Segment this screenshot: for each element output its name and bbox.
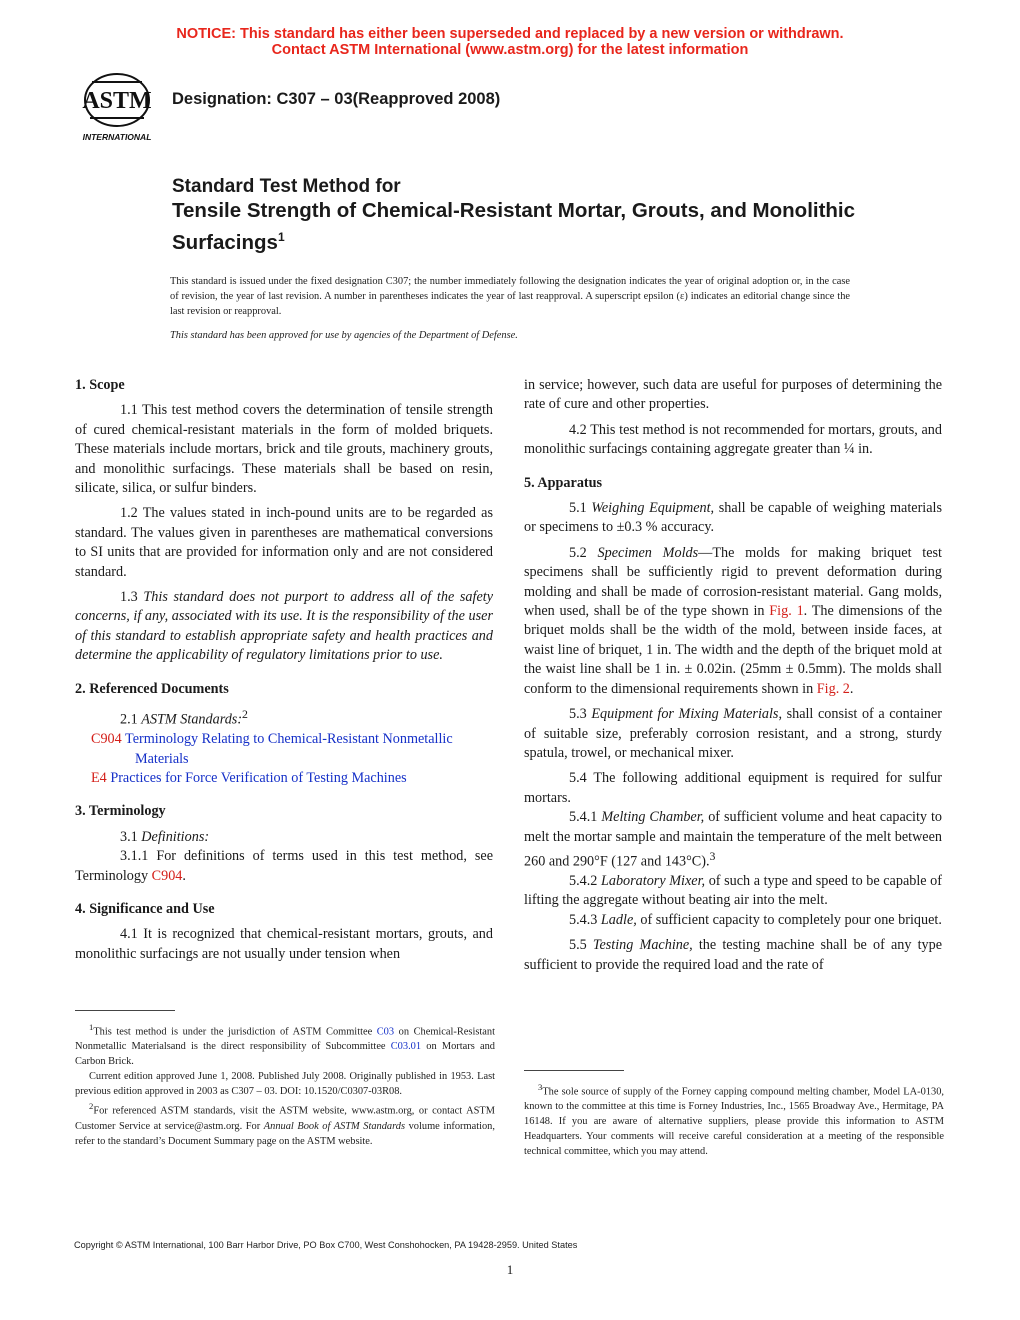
fn1-text-a: This test method is under the jurisdiction of ASTM Committee: [93, 1026, 373, 1038]
para-5-3-term: Equipment for Mixing Materials: [591, 706, 779, 723]
section-4-heading: 4. Significance and Use: [75, 901, 215, 918]
para-5-4-2-num: 5.4.2: [569, 873, 598, 890]
para-5-4-1-sup: 3: [709, 848, 716, 863]
para-5-1-num: 5.1: [569, 500, 587, 517]
link-fig-1[interactable]: Fig. 1: [769, 603, 804, 620]
title-text: Tensile Strength of Chemical-Resistant Mortar, Grouts, and Monolithic Surfacings: [172, 199, 856, 254]
reference-e4[interactable]: [75, 769, 493, 788]
reference-c904[interactable]: [75, 730, 493, 769]
fn1-text-c: on Mortars and Carbon Brick.: [75, 1041, 495, 1068]
para-5-2-text-a: —The molds for making briquet test specimens shall be sufficiently rigid to prevent deformation during molding and shall be made of corrosion-resistant material. Gang molds, when used, shall be of the type shown in: [524, 544, 943, 620]
para-4-1: 4.1 It is recognized that chemical-resistant mortars, grouts, and monolithic surfacings are not usually under tension when: [75, 926, 493, 962]
para-5-4-3-text: of sufficient capacity to completely pour one briquet.: [640, 911, 942, 928]
notice-line-2: Contact ASTM International (www.astm.org) for the latest information: [271, 42, 749, 58]
para-4-1-continued: in service; however, such data are useful for purposes of determining the rate of cure and other properties.: [524, 377, 942, 413]
para-3-1-1-text: 3.1.1 For definitions of terms used in this test method, see Terminology: [75, 848, 493, 884]
para-5-4-1-text: of sufficient volume and heat capacity to melt the mortar sample and maintain the temperature of the melt between 260 and 290°F (127 and 143°C).: [524, 809, 943, 870]
section-5-heading: 5. Apparatus: [524, 474, 603, 491]
para-5-3: [524, 705, 942, 763]
para-2-1-sup: 2: [242, 707, 248, 722]
para-5-4-3-term: Ladle,: [600, 911, 637, 928]
para-1-3-num: 1.3: [120, 589, 138, 606]
logo-text: ASTM: [82, 88, 152, 114]
ref-e4-title[interactable]: Practices for Force Verification of Testing Machines: [110, 770, 407, 787]
para-1-3: [75, 588, 493, 666]
fn2-text-b: volume information, refer to the standard’s Document Summary page on the ASTM website.: [75, 1120, 495, 1147]
fn3-mark: 3: [538, 1082, 543, 1092]
para-5-4-2: [524, 872, 942, 911]
para-5-5-text: the testing machine shall be of any type sufficient to provide the required load and the rate of: [524, 937, 943, 973]
para-5-4-1-num: 5.4.1: [569, 809, 598, 826]
link-fig-2[interactable]: Fig. 2: [816, 680, 850, 697]
para-5-2-num: 5.2: [569, 544, 587, 561]
para-5-3-num: 5.3: [569, 706, 587, 723]
title-main: [172, 198, 872, 256]
para-5-5-num: 5.5: [569, 937, 587, 954]
para-5-3-text: , shall consist of a container of suitable size, preferably corrosion resistant, and a strong, sturdy spatula, trowel, or mechanical mixer.: [524, 706, 943, 761]
para-2-1-text: ASTM Standards:: [141, 711, 243, 728]
notice-line-1: NOTICE: This standard has either been superseded and replaced by a new version or withdrawn.: [176, 26, 844, 42]
footnote-divider-right: [524, 1070, 624, 1071]
link-c03-01[interactable]: C03.01: [390, 1041, 422, 1053]
astm-logo: [72, 70, 162, 144]
footnote-1-edition: Current edition approved June 1, 2008. Published July 2008. Originally published in 1953. Last previous edition approved in 2003 as C307 – 03. DOI: 10.1520/C0307-03R08.: [75, 1071, 495, 1098]
para-3-1-num: 3.1: [120, 828, 138, 845]
approved-note: This standard has been approved for use by agencies of the Department of Defense.: [170, 330, 518, 341]
logo-subtext: INTERNATIONAL: [82, 132, 152, 142]
title-prefix: Standard Test Method for: [172, 176, 401, 197]
para-4-2: 4.2 This test method is not recommended for mortars, grouts, and monolithic surfacings containing aggregate greater than ¼ in.: [524, 421, 942, 458]
para-5-2: 5.2 Specimen Molds—The molds for making briquet test specimens shall be sufficiently rigid to prevent deformation during molding and shall be made of corrosion-resistant material. Gang molds, when used, shall be of the type shown in Fig. 1. The dimensions of the briquet molds shall be the width of the mold, between inside faces, at waist line of briquet, 1 in. The width and the depth of the briquet mold at the waist line shall be 1 in. ± 0.02in. (25mm ± 0.5mm). The molds shall conform to the dimensional requirements shown in Fig. 2.: [524, 544, 943, 697]
footnotes-left: [75, 1020, 495, 1149]
para-2-1-num: 2.1: [120, 711, 138, 728]
para-5-4-2-text: of such a type and speed to be capable of lifting the aggregate without beating air into the melt.: [524, 873, 942, 909]
footnote-3: [524, 1080, 944, 1159]
designation: Designation: C307 – 03(Reapproved 2008): [172, 90, 501, 108]
left-column: [75, 376, 493, 964]
para-5-4-1: [524, 808, 942, 872]
link-c03[interactable]: C03: [376, 1026, 395, 1038]
fn2-italic: Annual Book of ASTM Standards: [263, 1120, 406, 1132]
para-5-1-term: Weighing Equipment,: [591, 500, 715, 517]
para-3-1: [75, 828, 493, 847]
para-3-1-text: Definitions:: [141, 828, 210, 845]
ref-e4-code[interactable]: E4: [91, 770, 107, 787]
footnotes-right: [524, 1080, 944, 1159]
footnote-divider-left: [75, 1010, 175, 1011]
para-5-4-1-term: Melting Chamber,: [601, 809, 705, 826]
copyright-line: Copyright © ASTM International, 100 Barr Harbor Drive, PO Box C700, West Conshohocken, PA 19428-2959. United States: [74, 1240, 578, 1250]
fn3-text: The sole source of supply of the Forney capping compound melting chamber, Model LA-0130, known to the committee at this time is Forney Industries, Inc., 1565 Broadway Ave., Hermitage, PA 16148. If you are aware of alternative suppliers, please provide this information to ASTM Headquarters. Your comments will receive careful consideration at a meeting of the responsible technical committee, which you may attend.: [524, 1086, 944, 1158]
para-5-4-3: [524, 911, 942, 930]
link-c904[interactable]: C904: [151, 867, 183, 884]
fn1-mark: 1: [89, 1022, 94, 1032]
para-5-4-3-num: 5.4.3: [569, 911, 598, 928]
para-5-4-2-term: Laboratory Mixer,: [600, 873, 706, 890]
page-number: 1: [506, 1262, 514, 1277]
fn2-mark: 2: [89, 1101, 94, 1112]
para-3-1-1: 3.1.1 For definitions of terms used in this test method, see Terminology C904.: [75, 848, 493, 884]
ref-c904-title[interactable]: Terminology Relating to Chemical-Resistant Nonmetallic Materials: [125, 731, 453, 767]
para-5-1: [524, 499, 942, 538]
para-2-1: [75, 705, 493, 730]
para-5-1-text: shall be capable of weighing materials or specimens to ±0.3 % accuracy.: [524, 500, 943, 536]
title-footnote-mark: 1: [277, 230, 285, 244]
section-3-heading: 3. Terminology: [75, 803, 166, 820]
section-1-heading: 1. Scope: [75, 377, 125, 393]
section-2-heading: 2. Referenced Documents: [75, 680, 229, 697]
para-5-2-term: Specimen Molds: [597, 544, 699, 561]
issued-note: This standard is issued under the fixed designation C307; the number immediately following the designation indicates the year of original adoption or, in the case of revision, the year of last revision. A number in parentheses indicates the year of last reapproval. A superscript epsilon (ε) indicates an editorial change since the last revision or reapproval.: [170, 276, 850, 317]
para-1-3-text: This standard does not purport to address all of the safety concerns, if any, associated with its use. It is the responsibility of the user of this standard to establish appropriate safety and health practices and determine the applicability of regulatory limitations prior to use.: [75, 589, 493, 664]
ref-c904-code[interactable]: C904: [91, 731, 122, 748]
astm-logo-graphic: [72, 70, 162, 144]
para-5-5: [524, 936, 942, 975]
fn1-text-b: on Chemical-Resistant Nonmetallic Materialsand is the direct responsibility of Subcommittee: [75, 1026, 495, 1053]
supersede-notice: [0, 26, 1020, 58]
document-title: [172, 176, 872, 256]
footnote-2: [75, 1099, 495, 1148]
fn2-text-a: For referenced ASTM standards, visit the ASTM website, www.astm.org, or contact ASTM Customer Service at service@astm.org. For: [75, 1105, 495, 1132]
para-1-1: 1.1 This test method covers the determination of tensile strength of cured chemical-resistant materials in the form of molded briquets. These materials include mortars, brick and tile grouts, machinery grouts, and monolithic surfacings. These materials shall be based on resin, silicate, silica, or sulfur binders.: [75, 402, 493, 497]
para-5-4: 5.4 The following additional equipment is required for sulfur mortars.: [524, 770, 942, 806]
para-5-5-term: Testing Machine,: [592, 937, 693, 954]
para-5-2-text-b: . The dimensions of the briquet molds shall be the width of the mold, between inside faces, at waist line of briquet, 1 in. The width and the depth of the briquet mold at the waist line shall be 1 in. ± 0.02in. (25mm ± 0.5mm). The molds shall conform to the dimensional requirements shown in: [524, 603, 942, 697]
right-column: [524, 376, 942, 975]
footnote-1: [75, 1020, 495, 1069]
para-1-2: 1.2 The values stated in inch-pound units are to be regarded as standard. The values given in parentheses are mathematical conversions to SI units that are provided for information only and are not considered standard.: [75, 505, 493, 580]
